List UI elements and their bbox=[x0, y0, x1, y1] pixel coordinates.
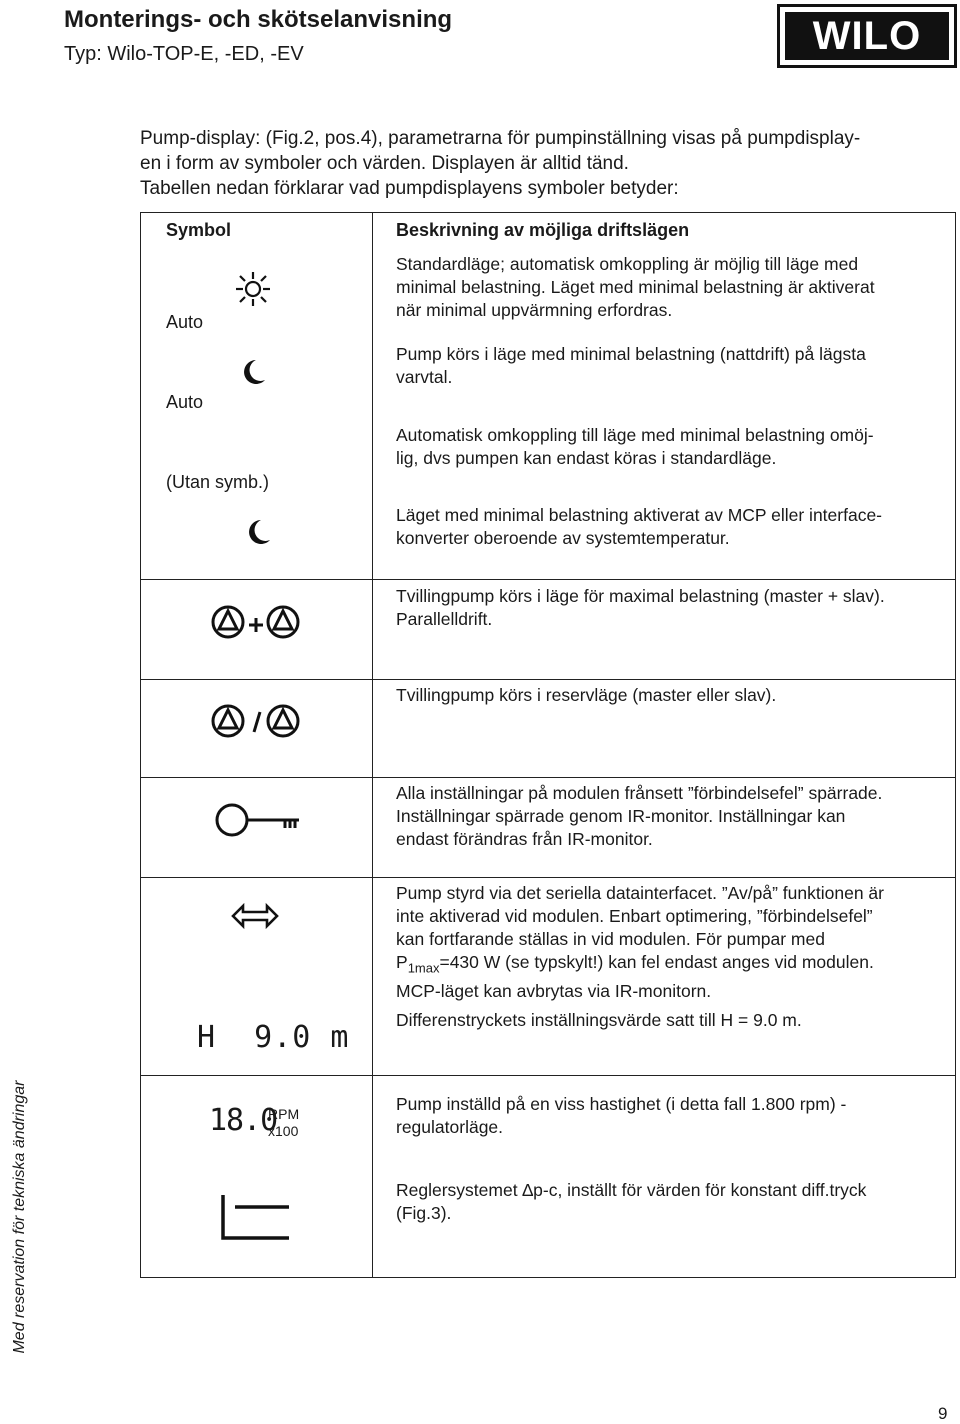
document-subtitle: Typ: Wilo-TOP-E, -ED, -EV bbox=[64, 43, 304, 65]
rpm-unit: RPM bbox=[268, 1106, 300, 1122]
mode-description bbox=[396, 343, 944, 389]
description-line: Tvillingpump körs i läge för maximal belastning (master + slav). bbox=[396, 586, 885, 606]
description-line: varvtal. bbox=[396, 367, 453, 387]
description-line: Automatisk omkoppling till läge med minimal belastning omöj- bbox=[396, 425, 874, 445]
double-arrow-icon bbox=[231, 903, 279, 929]
description-line: MCP-läget kan avbrytas via IR-monitorn. bbox=[396, 980, 712, 1001]
dp-c-curve-icon bbox=[221, 1193, 291, 1243]
description-line: Inställningar spärrade genom IR-monitor. Inställningar kan bbox=[396, 806, 846, 826]
mode-description bbox=[396, 1179, 944, 1225]
description-line: lig, dvs pumpen kan endast köras i standardläge. bbox=[396, 448, 777, 468]
page-number: 9 bbox=[938, 1404, 948, 1423]
mode-description bbox=[396, 782, 944, 851]
logo-text: WILO bbox=[785, 12, 949, 60]
intro-line: Tabellen nedan förklarar vad pumpdisplayens symboler betyder: bbox=[140, 178, 679, 199]
twin-pump-slash-icon bbox=[211, 702, 301, 740]
description-line: regulatorläge. bbox=[396, 1117, 504, 1137]
mode-description bbox=[396, 1093, 944, 1139]
auto-label: Auto bbox=[166, 312, 204, 332]
description-line: Pump körs i läge med minimal belastning (nattdrift) på lägsta bbox=[396, 344, 866, 364]
description-line: Standardläge; automatisk omkoppling är möjlig till läge med bbox=[396, 254, 859, 274]
twin-pump-plus-icon bbox=[211, 603, 301, 641]
document-title: Monterings- och skötselanvisning bbox=[64, 6, 453, 33]
wilo-logo bbox=[777, 4, 957, 68]
mode-description bbox=[396, 504, 944, 550]
intro-paragraph bbox=[140, 126, 948, 201]
row-divider bbox=[141, 877, 955, 878]
intro-line: en i form av symboler och värden. Displayen är alltid tänd. bbox=[140, 153, 629, 174]
symbol-table bbox=[140, 212, 956, 1278]
moon-icon bbox=[243, 519, 271, 545]
description-line: Parallelldrift. bbox=[396, 609, 493, 629]
side-note bbox=[10, 1078, 30, 1356]
rpm-display: 18.0 bbox=[209, 1103, 278, 1138]
description-line: minimal belastning. Läget med minimal belastning är aktiverat bbox=[396, 277, 875, 297]
side-note-text: Med reservation för tekniska ändringar bbox=[11, 1080, 28, 1354]
description-line: Tvillingpump körs i reservläge (master eller slav). bbox=[396, 685, 777, 705]
description-line: (Fig.3). bbox=[396, 1203, 452, 1223]
intro-line: Pump-display: (Fig.2, pos.4), parametrarna för pumpinställning visas på pumpdisplay- bbox=[140, 128, 861, 149]
description-column-header: Beskrivning av möjliga driftslägen bbox=[396, 220, 690, 240]
description-line: konverter oberoende av systemtemperatur. bbox=[396, 528, 730, 548]
column-divider bbox=[372, 213, 373, 1277]
mode-description bbox=[396, 1009, 944, 1032]
row-divider bbox=[141, 1075, 955, 1076]
mode-description bbox=[396, 424, 944, 470]
description-line: endast förändras från IR-monitor. bbox=[396, 829, 653, 849]
mode-description bbox=[396, 684, 944, 707]
rpm-multiplier: x100 bbox=[268, 1123, 299, 1139]
description-line: när minimal uppvärmning erfordras. bbox=[396, 300, 673, 320]
description-line: inte aktiverad vid modulen. Enbart optimering, ”förbindelsefel” bbox=[396, 906, 873, 926]
moon-icon bbox=[238, 359, 266, 385]
auto-label: Auto bbox=[166, 392, 204, 412]
description-line: Pump inställd på en viss hastighet (i detta fall 1.800 rpm) - bbox=[396, 1094, 847, 1114]
head-display: H 9.0 m bbox=[197, 1020, 350, 1055]
description-line: Läget med minimal belastning aktiverat av MCP eller interface- bbox=[396, 505, 883, 525]
description-line: kan fortfarande ställas in vid modulen. För pumpar med bbox=[396, 929, 825, 949]
mode-description bbox=[396, 882, 944, 1003]
row-divider bbox=[141, 679, 955, 680]
description-line: Differenstryckets inställningsvärde satt till H = 9.0 m. bbox=[396, 1010, 802, 1030]
mode-description bbox=[396, 585, 944, 631]
row-divider bbox=[141, 579, 955, 580]
description-line: $P_{1max}=430$ W (se typskylt!) kan fel endast anges vid modulen. bbox=[396, 952, 874, 976]
key-icon bbox=[215, 803, 301, 839]
sun-icon bbox=[235, 271, 271, 307]
mode-description bbox=[396, 253, 944, 322]
symbol-column-header: Symbol bbox=[166, 220, 232, 240]
description-line: Pump styrd via det seriella datainterfacet. ”Av/på” funktionen är bbox=[396, 883, 884, 903]
description-line: Alla inställningar på modulen frånsett ”förbindelsefel” spärrade. bbox=[396, 783, 883, 803]
description-line: Reglersystemet ∆p-c, inställt för värden för konstant diff.tryck bbox=[396, 1180, 867, 1200]
row-divider bbox=[141, 777, 955, 778]
no-symbol-label: (Utan symb.) bbox=[166, 472, 270, 492]
